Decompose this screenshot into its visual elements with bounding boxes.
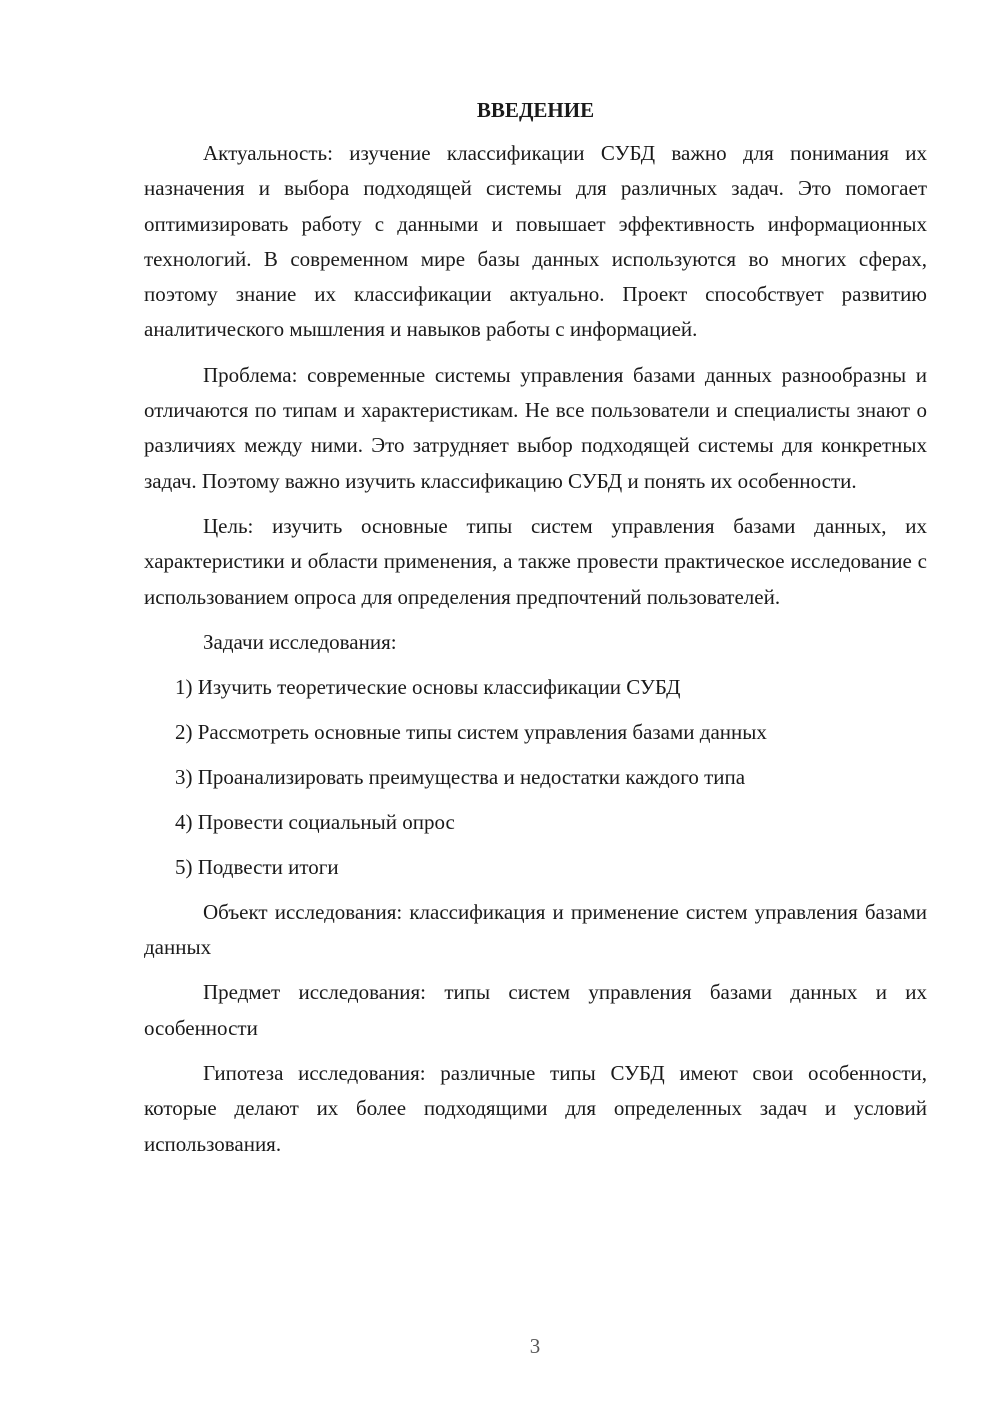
hypothesis-paragraph: Гипотеза исследования: различные типы СУБД имеют свои особенности, которые делают их более подходящими для определенных задач и условий использования. [144, 1061, 927, 1156]
page-number: 3 [529, 1334, 541, 1358]
goal-paragraph: Цель: изучить основные типы систем управления базами данных, их характеристики и области применения, а также провести практическое исследование с использованием опроса для определения предпочтений пользователей. [144, 513, 927, 609]
tasks-list [144, 670, 927, 885]
object-paragraph: Объект исследования: классификация и применение систем управления базами данных [144, 899, 927, 960]
list-item: 3) Проанализировать преимущества и недостатки каждого типа [175, 764, 746, 789]
tasks-heading: Задачи исследования: [203, 629, 397, 654]
subject-paragraph: Предмет исследования: типы систем управления базами данных и их особенности [144, 980, 927, 1040]
list-item: 4) Провести социальный опрос [175, 809, 455, 834]
list-item: 1) Изучить теоретические основы классификации СУБД [175, 674, 681, 699]
problem-paragraph: Проблема: современные системы управления базами данных разнообразны и отличаются по типам и характеристикам. Не все пользователи и специалисты знают о различиях между ними. Это затрудняет выбор подходящей системы для конкретных задач. Поэтому важно изучить классификацию СУБД и понять их особенности. [144, 362, 927, 493]
list-item: 2) Рассмотреть основные типы систем управления базами данных [175, 719, 767, 744]
document-page [144, 92, 927, 1162]
page-title: ВВЕДЕНИЕ [476, 98, 595, 122]
list-item: 5) Подвести итоги [175, 854, 339, 879]
relevance-paragraph: Актуальность: изучение классификации СУБД важно для понимания их назначения и выбора подходящей системы для различных задач. Это помогает оптимизировать работу с данными и повышает эффективность информационных технологий. В современном мире базы данных используются во многих сферах, поэтому знание их классификации актуально. Проект способствует развитию аналитического мышления и навыков работы с информацией. [144, 141, 927, 342]
